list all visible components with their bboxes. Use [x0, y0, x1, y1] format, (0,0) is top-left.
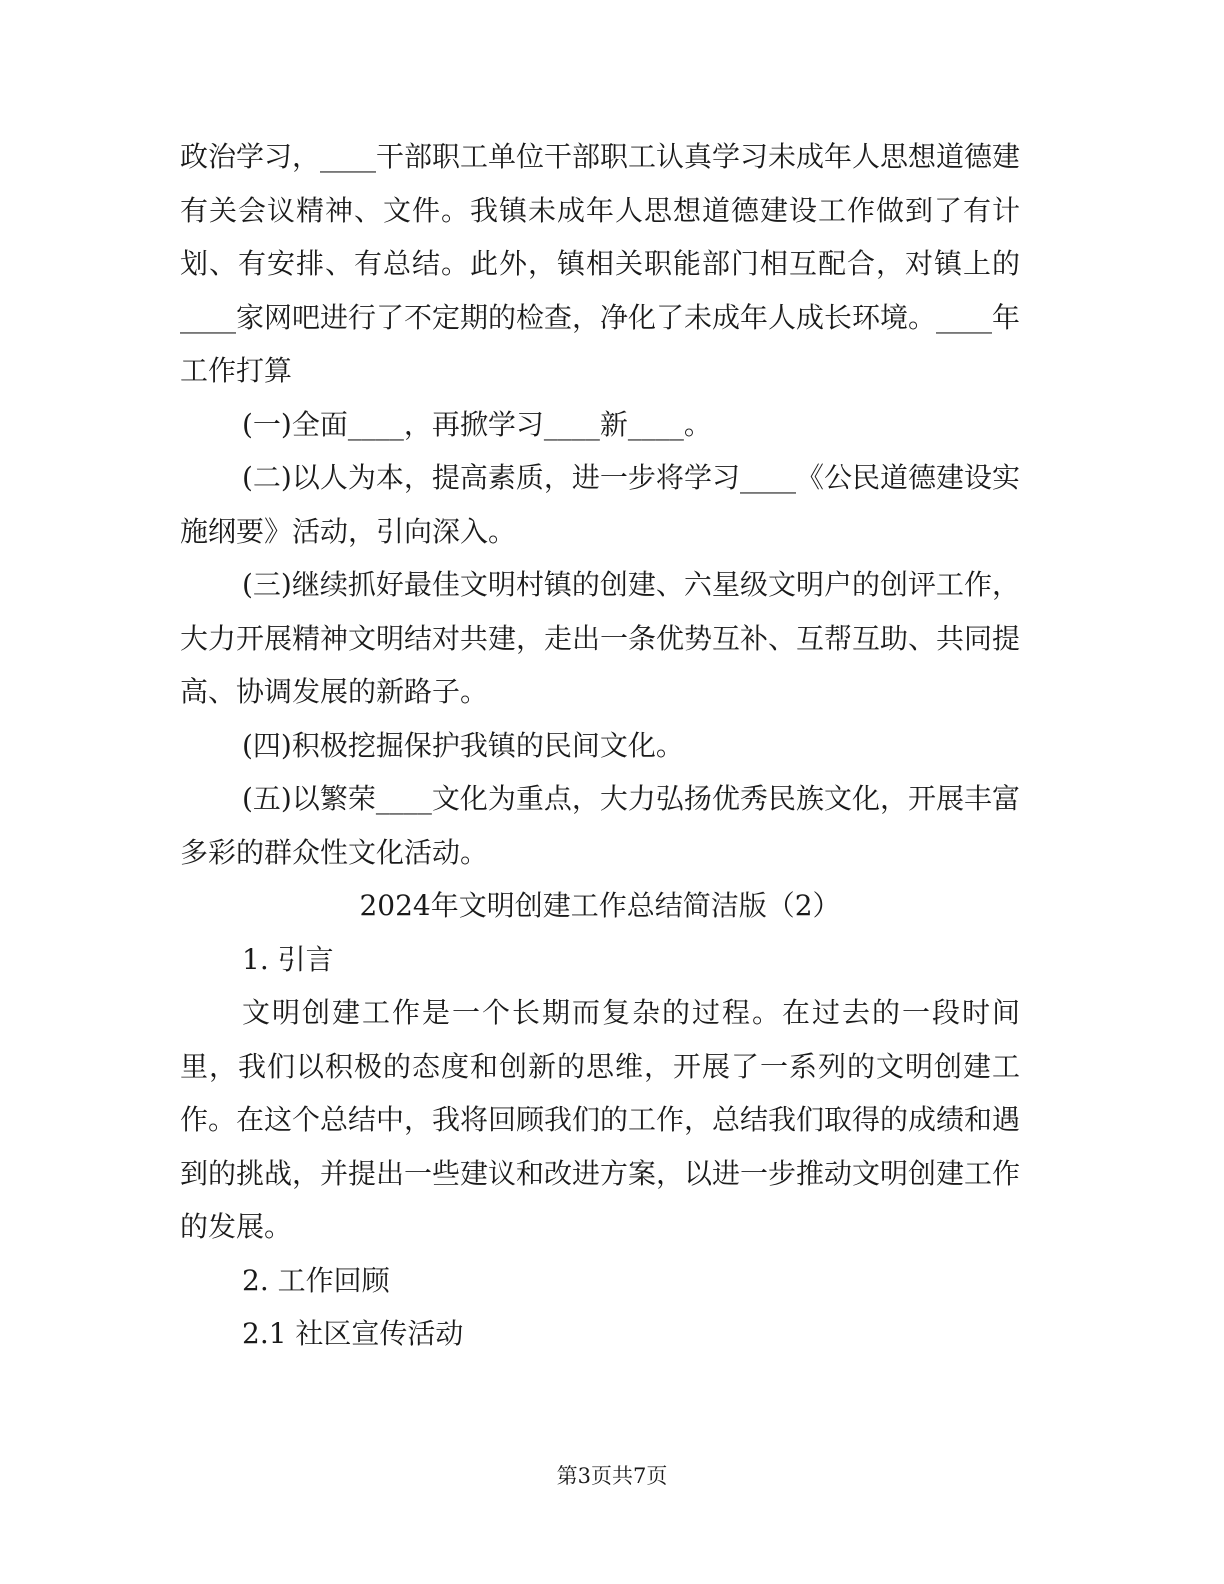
paragraph-item-3: (三)继续抓好最佳文明村镇的创建、六星级文明户的创评工作，大力开展精神文明结对共建，走出一条优势互补、互帮互助、共同提高、协调发展的新路子。 [180, 568, 1021, 708]
paragraph-item-5: (五)以繁荣____文化为重点，大力弘扬优秀民族文化，开展丰富多彩的群众性文化活动。 [180, 782, 1020, 869]
page-number: 第3页共7页 [556, 1464, 668, 1488]
paragraph-item-1: (一)全面____，再掀学习____新____。 [242, 407, 712, 441]
heading-introduction: 1. 引言 [242, 942, 334, 976]
paragraph-introduction: 文明创建工作是一个长期而复杂的过程。在过去的一段时间里，我们以积极的态度和创新的思维，开展了一系列的文明创建工作。在这个总结中，我将回顾我们的工作，总结我们取得的成绩和遇到的挑战，并提出一些建议和改进方案，以进一步推动文明创建工作的发展。 [180, 996, 1021, 1243]
section-title: 2024年文明创建工作总结简洁版（2） [359, 889, 841, 922]
paragraph-item-2: (二)以人为本，提高素质，进一步将学习____《公民道德建设实施纲要》活动，引向深入。 [180, 461, 1020, 548]
paragraph-item-4: (四)积极挖掘保护我镇的民间文化。 [242, 728, 684, 762]
heading-community-publicity: 2.1 社区宣传活动 [242, 1317, 464, 1350]
heading-work-review: 2. 工作回顾 [242, 1263, 390, 1297]
document-body [180, 130, 1020, 1361]
paragraph-continued: 政治学习，____干部职工单位干部职工认真学习未成年人思想道德建有关会议精神、文件。我镇未成年人思想道德建设工作做到了有计划、有安排、有总结。此外，镇相关职能部门相互配合，对镇上的____家网吧进行了不定期的检查，净化了未成年人成长环境。____年工作打算 [180, 140, 1021, 387]
